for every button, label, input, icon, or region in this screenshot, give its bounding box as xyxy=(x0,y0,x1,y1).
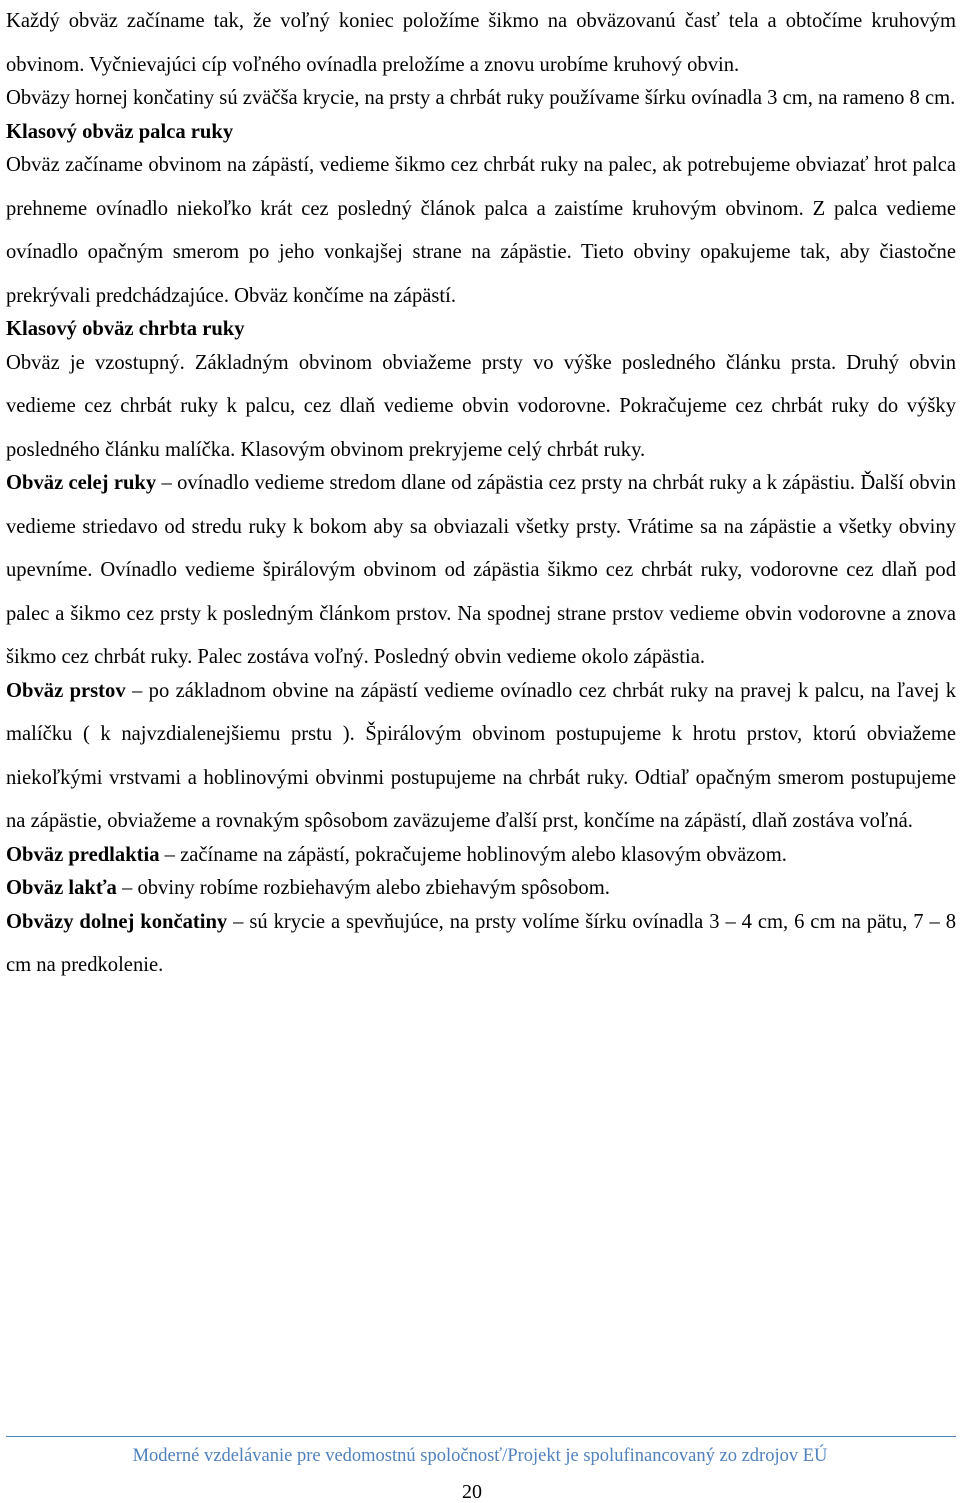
paragraph: Obväzy hornej končatiny sú zväčša krycie, na prsty a chrbát ruky používame šírku ovínadla 3 cm, na rameno 8 cm. xyxy=(6,87,956,109)
paragraph xyxy=(6,462,956,680)
paragraph: Obväz začíname obvinom na zápästí, vedieme šikmo cez chrbát ruky na palec, ak potrebujeme obviazať hrot palca prehneme ovínadlo niekoľko krát cez posledný článok palca a zaistíme kruhovým obvinom. Z palca vedieme ovínadlo opačným smerom po jeho vonkajšej strane na zápästie. Tieto obviny opakujeme tak, aby čiastočne prekrývali predchádzajúce. Obväz končíme na zápästí. xyxy=(6,154,956,307)
document-body xyxy=(6,0,956,988)
paragraph-lead: Obväzy dolnej končatiny xyxy=(6,910,228,933)
section-heading: Klasový obväz palca ruky xyxy=(6,120,234,143)
paragraph: Obväz je vzostupný. Základným obvinom obviažeme prsty vo výške posledného článku prsta. Druhý obvin vedieme cez chrbát ruky k palcu, cez dlaň vedieme obvin vodorovne. Pokračujeme cez chrbát ruky do výšky posledného článku malíčka. Klasovým obvinom prekryjeme celý chrbát ruky. xyxy=(6,351,956,461)
paragraph-lead: Obväz lakťa xyxy=(6,877,117,899)
paragraph-lead: Obväz predlaktia xyxy=(6,843,160,866)
paragraph-lead: Obväz prstov xyxy=(6,679,126,702)
footer-project-text: Moderné vzdelávanie pre vedomostnú spoločnosť/Projekt je spolufinancovaný zo zdrojov EÚ xyxy=(132,1446,828,1466)
paragraph-text: – sú krycie a spevňujúce, na prsty volíme šírku ovínadla 3 – 4 cm, 6 cm na pätu, 7 – 8 cm na predkolenie. xyxy=(6,910,956,976)
paragraph-text: – ovínadlo vedieme stredom dlane od zápästia cez prsty na chrbát ruky a k zápästiu. Ďalší obvin vedieme striedavo od stredu ruky k bokom aby sa obviazali všetky prsty. Vrátime sa na zápästie a všetky obviny upevníme. Ovínadlo vedieme špirálovým obvinom od zápästia šikmo cez chrbát ruky, vodorovne cez dlaň pod palec a šikmo cez prsty k posledným článkom prstov. Na spodnej strane prstov vedieme obvin vodorovne a znova šikmo cez chrbát ruky. Palec zostáva voľný. Posledný obvin vedieme okolo zápästia. xyxy=(6,472,956,668)
section-heading: Klasový obväz chrbta ruky xyxy=(6,318,245,340)
paragraph-lead: Obväz celej ruky xyxy=(6,472,157,494)
paragraph-text: – po základnom obvine na zápästí vedieme ovínadlo cez chrbát ruky na pravej k palcu, na ľavej k malíčku ( k najvzdialenejšiemu prstu ). Špirálovým obvinom postupujeme k hrotu prstov, ktorú obviažeme niekoľkými vrstvami a hoblinovými obvinmi postupujeme na chrbát ruky. Odtiaľ opačným smerom postupujeme na zápästie, obviažeme a rovnakým spôsobom zaväzujeme ďalší prst, končíme na zápästí, dlaň zostáva voľná. xyxy=(6,679,956,832)
footer-divider xyxy=(6,1436,956,1437)
paragraph xyxy=(6,670,956,844)
paragraph: Každý obväz začíname tak, že voľný koniec položíme šikmo na obväzovanú časť tela a obtočíme kruhovým obvinom. Vyčnievajúci cíp voľného ovínadla preložíme a znovu urobíme kruhový obvin. xyxy=(6,10,956,76)
page-number: 20 xyxy=(462,1481,482,1503)
paragraph-text: – začíname na zápästí, pokračujeme hoblinovým alebo klasovým obväzom. xyxy=(159,843,787,866)
paragraph-text: – obviny robíme rozbiehavým alebo zbiehavým spôsobom. xyxy=(116,877,610,899)
paragraph xyxy=(6,901,956,988)
